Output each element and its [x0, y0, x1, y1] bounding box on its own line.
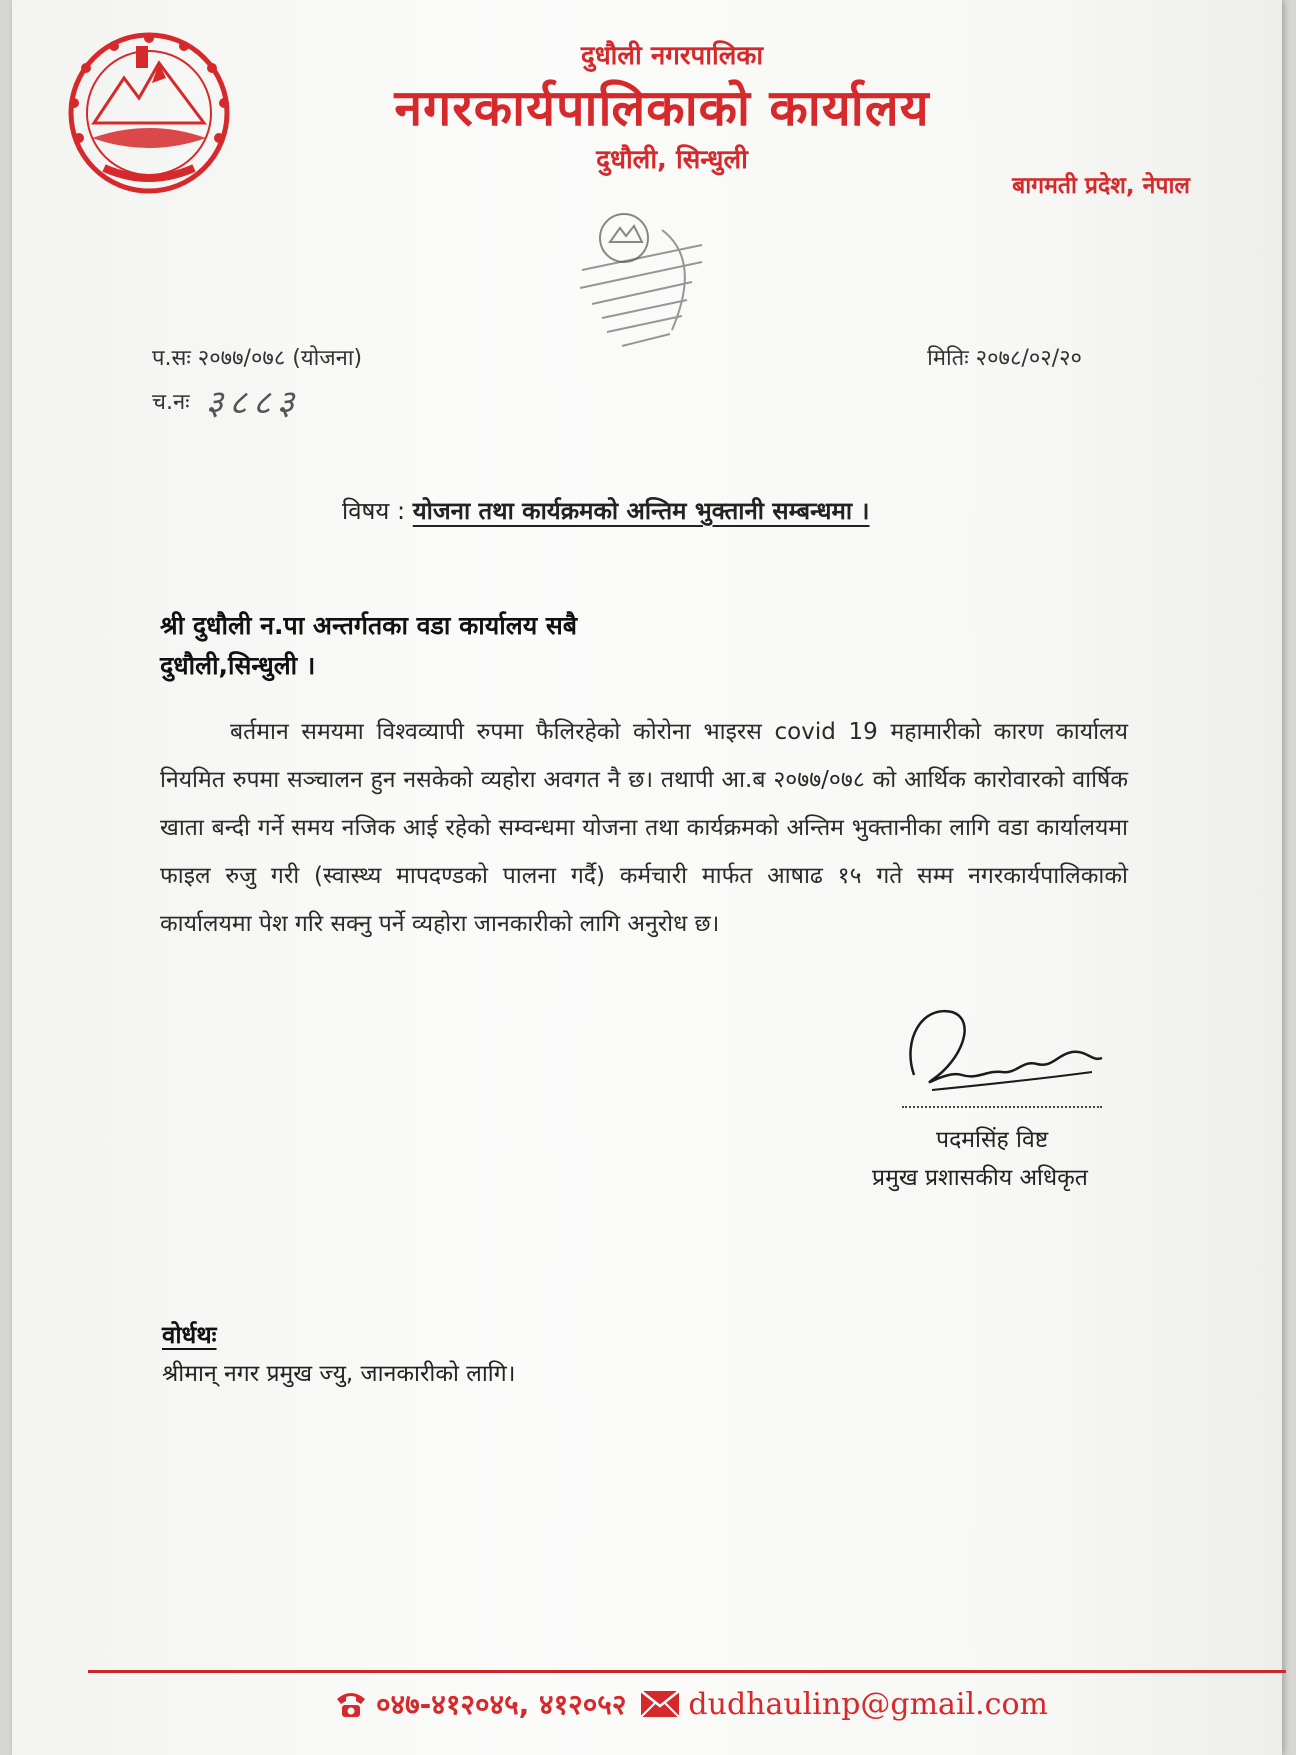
signatory-title: प्रमुख प्रशासकीय अधिकृत [872, 1165, 1088, 1191]
office-stamp-icon [552, 200, 732, 380]
footer-divider [88, 1670, 1286, 1673]
subject-text: योजना तथा कार्यक्रमको अन्तिम भुक्तानी सम्बन्धमा । [412, 497, 870, 525]
signature-line [902, 1106, 1102, 1108]
cc-heading: वोर्धथः [162, 1321, 217, 1349]
letter-page [12, 0, 1282, 1755]
nepal-emblem-icon [64, 28, 234, 198]
cc-recipient: श्रीमान् नगर प्रमुख ज्यु, जानकारीको लागि। [162, 1361, 516, 1387]
footer-email[interactable]: dudhaulinp@gmail.com [688, 1686, 1048, 1722]
subject-label: विषय : [342, 497, 406, 525]
envelope-icon [640, 1689, 680, 1719]
phone-icon [334, 1689, 368, 1719]
handwritten-signature-icon [892, 1000, 1112, 1120]
municipality-name: दुधौली नगरपालिका [580, 41, 764, 71]
office-address: दुधौली, सिन्धुली [596, 145, 748, 175]
footer-contact [334, 1685, 1048, 1723]
body-paragraph: बर्तमान समयमा विश्वव्यापी रुपमा फैलिरहेको कोरोना भाइरस covid 19 महामारीको कारण कार्यालय नियमित रुपमा सञ्चालन हुन नसकेको व्यहोरा अवगत नै छ। तथापी आ.ब २०७७/०७८ को आर्थिक कारोवारको वार्षिक खाता बन्दी गर्ने समय नजिक आई रहेको सम्वन्धमा योजना तथा कार्यक्रमको अन्तिम भुक्तानीका लागि वडा कार्यालयमा फाइल रुजु गरी (स्वास्थ्य मापदण्डको पालना गर्दै) कर्मचारी मार्फत आषाढ १५ गते सम्म नगरकार्यपालिकाको कार्यालयमा पेश गरि सक्नु पर्ने व्यहोरा जानकारीको लागि अनुरोध छ। [160, 719, 1128, 937]
subject-line [342, 494, 870, 527]
addressee-line-1: श्री दुधौली न.पा अन्तर्गतका वडा कार्यालय सबै [160, 611, 578, 640]
province-label: बागमती प्रदेश, नेपाल [1012, 173, 1190, 199]
signatory-name: पदमसिंह विष्ट [936, 1127, 1049, 1153]
footer-phone: ०४७-४१२०४५, ४१२०५२ [376, 1688, 627, 1721]
addressee-line-2: दुधौली,सिन्धुली । [160, 651, 316, 680]
patra-sankhya: प.सः २०७७/०७८ (योजना) [152, 346, 363, 371]
chalani-number: ३८८३ [205, 383, 301, 423]
office-title: नगरकार्यपालिकाको कार्यालय [394, 79, 930, 137]
addressee-block [160, 606, 577, 686]
letter-body [160, 708, 1128, 948]
chalani-label: च.नः [152, 390, 190, 415]
letter-date: मितिः २०७८/०२/२० [927, 346, 1082, 371]
chalani-row [152, 378, 300, 424]
